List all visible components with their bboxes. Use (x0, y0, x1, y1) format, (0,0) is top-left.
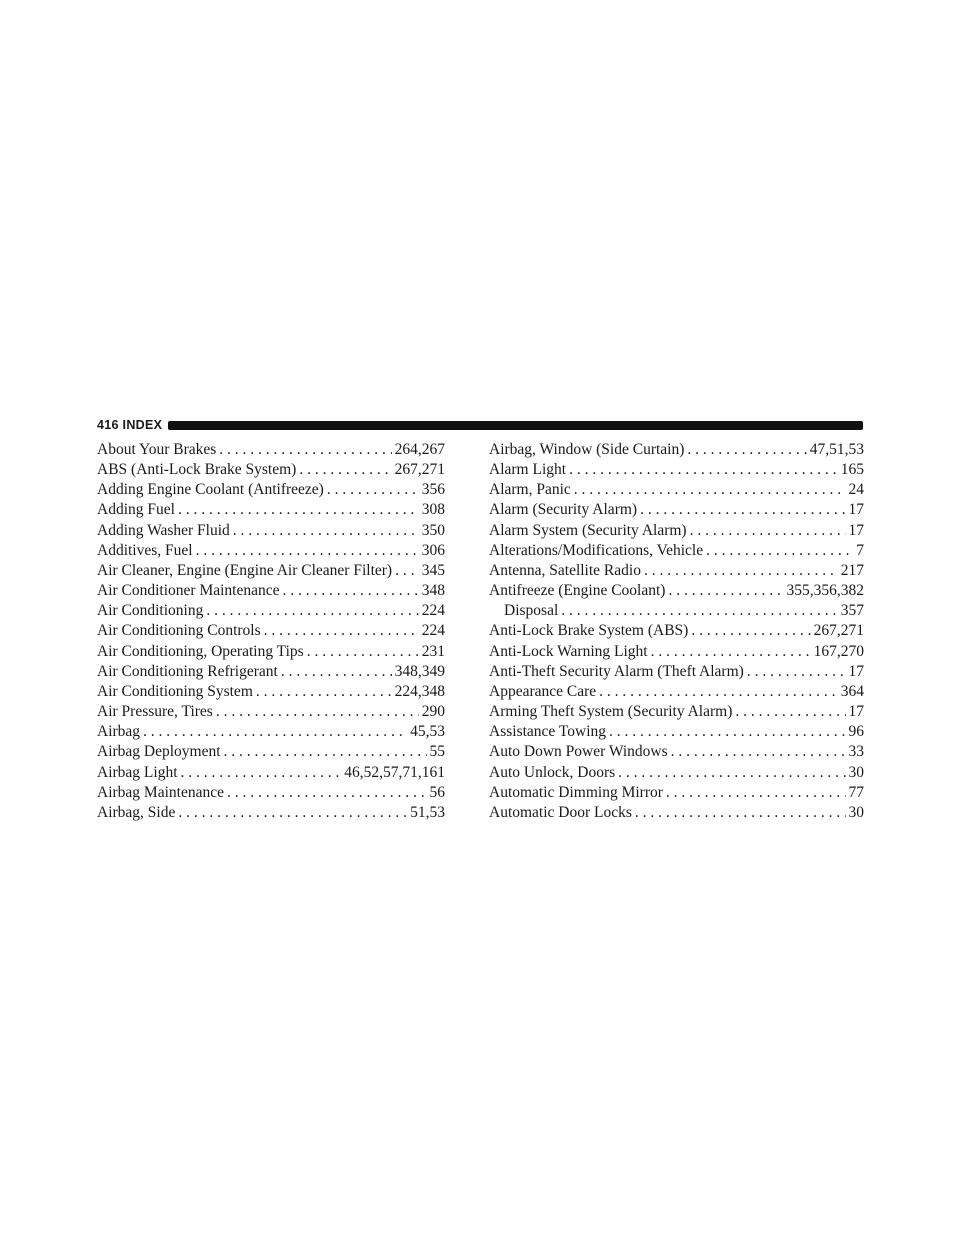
index-page-numbers: 356 (421, 481, 445, 499)
index-page-numbers: 77 (848, 783, 864, 801)
index-entry (97, 702, 445, 722)
dot-leader (668, 581, 783, 601)
page-number: 416 (97, 418, 119, 432)
index-term: Alarm System (Security Alarm) (489, 521, 687, 539)
dot-leader (143, 722, 407, 742)
index-entry (97, 460, 445, 480)
index-entry (97, 722, 445, 742)
index-page-numbers: 33 (848, 743, 864, 761)
index-page-numbers: 45,53 (410, 723, 445, 741)
dot-leader (219, 440, 391, 460)
dot-leader (227, 783, 427, 803)
dot-leader (233, 521, 419, 541)
index-entry (97, 541, 445, 561)
index-term: Adding Fuel (97, 501, 175, 519)
dot-leader (283, 581, 419, 601)
index-term: Air Conditioning Controls (97, 622, 261, 640)
index-entry (97, 742, 445, 762)
index-entry (489, 742, 864, 762)
index-entry (489, 803, 864, 823)
index-term: Air Pressure, Tires (97, 703, 213, 721)
dot-leader (327, 480, 419, 500)
dot-leader (735, 702, 845, 722)
index-page-numbers: 348 (421, 582, 445, 600)
dot-leader (618, 763, 845, 783)
page-header (97, 415, 863, 435)
dot-leader (395, 561, 419, 581)
index-page-numbers: 308 (421, 501, 445, 519)
index-page-numbers: 17 (848, 501, 864, 519)
index-term: Airbag, Window (Side Curtain) (489, 441, 685, 458)
index-entry (97, 803, 445, 823)
index-term: About Your Brakes (97, 441, 217, 458)
index-term: ABS (Anti-Lock Brake System) (97, 461, 297, 479)
index-entry (489, 702, 864, 722)
index-term: Auto Down Power Windows (489, 743, 668, 761)
index-page-numbers: 290 (421, 703, 445, 721)
index-page-numbers: 355,356,382 (786, 582, 864, 600)
index-term: Airbag Maintenance (97, 783, 224, 801)
index-term: Additives, Fuel (97, 541, 193, 559)
index-term: Air Conditioning Refrigerant (97, 662, 278, 680)
index-page-numbers: 264,267 (394, 441, 445, 458)
index-term: Automatic Door Locks (489, 803, 632, 821)
index-term: Anti-Lock Warning Light (489, 642, 648, 660)
index-term: Adding Engine Coolant (Antifreeze) (97, 481, 324, 499)
index-entry (97, 642, 445, 662)
index-term: Automatic Dimming Mirror (489, 783, 663, 801)
index-entry (97, 480, 445, 500)
dot-leader (561, 601, 838, 621)
index-entry (489, 642, 864, 662)
index-entry (489, 662, 864, 682)
dot-leader (644, 561, 838, 581)
dot-leader (747, 662, 846, 682)
dot-leader (599, 682, 838, 702)
index-term: Appearance Care (489, 682, 597, 700)
index-page-numbers: 348,349 (394, 662, 445, 680)
index-page-numbers: 224 (421, 622, 445, 640)
index-entry (489, 541, 864, 561)
dot-leader (178, 803, 407, 823)
dot-leader (666, 783, 846, 803)
index-entry (97, 500, 445, 520)
dot-leader (206, 601, 418, 621)
index-entry (97, 440, 445, 460)
index-term: Disposal (504, 602, 559, 620)
index-term: Antenna, Satellite Radio (489, 561, 641, 579)
index-entry (97, 621, 445, 641)
index-term: Alarm (Security Alarm) (489, 501, 638, 519)
dot-leader (609, 722, 845, 742)
index-entry (489, 521, 864, 541)
dot-leader (635, 803, 846, 823)
header-rule (168, 421, 863, 430)
index-entry (97, 662, 445, 682)
index-page-numbers: 55 (429, 743, 445, 761)
index-column-right (489, 440, 864, 823)
index-page-numbers: 217 (840, 561, 864, 579)
index-page-numbers: 224,348 (394, 682, 445, 700)
page-header-label (97, 418, 168, 432)
index-term: Anti-Lock Brake System (ABS) (489, 622, 689, 640)
index-page-numbers: 56 (429, 783, 445, 801)
index-term: Assistance Towing (489, 723, 607, 741)
index-term: Airbag, Side (97, 803, 176, 821)
index-page-numbers: 224 (421, 602, 445, 620)
dot-leader (178, 500, 419, 520)
index-entry (97, 581, 445, 601)
index-page-numbers: 306 (421, 541, 445, 559)
index-term: Air Conditioner Maintenance (97, 582, 280, 600)
index-entry (489, 763, 864, 783)
index-term: Airbag Deployment (97, 743, 221, 761)
index-entry (489, 783, 864, 803)
index-term: Anti-Theft Security Alarm (Theft Alarm) (489, 662, 744, 680)
dot-leader (307, 642, 419, 662)
dot-leader (671, 742, 846, 762)
index-term: Airbag Light (97, 763, 178, 781)
index-page-numbers: 30 (848, 803, 864, 821)
index-page-numbers: 24 (848, 481, 864, 499)
index-term: Alarm, Panic (489, 481, 571, 499)
dot-leader (574, 480, 846, 500)
dot-leader (690, 521, 846, 541)
index-page-numbers: 167,270 (813, 642, 864, 660)
index-page-numbers: 47,51,53 (809, 441, 864, 458)
index-term: Air Conditioning System (97, 682, 253, 700)
index-term: Airbag (97, 723, 141, 741)
index-page-numbers: 357 (840, 602, 864, 620)
index-page-numbers: 267,271 (394, 461, 445, 479)
index-page-numbers: 350 (421, 521, 445, 539)
index-entry (489, 561, 864, 581)
index-page-numbers: 17 (848, 662, 864, 680)
index-subentry (489, 601, 864, 621)
index-term: Alterations/Modifications, Vehicle (489, 541, 704, 559)
dot-leader (256, 682, 392, 702)
index-term: Air Conditioning (97, 602, 204, 620)
dot-leader (687, 440, 806, 460)
index-entry (97, 763, 445, 783)
index-term: Arming Theft System (Security Alarm) (489, 703, 733, 721)
index-entry (97, 783, 445, 803)
index-page-numbers: 364 (840, 682, 864, 700)
index-entry (489, 581, 864, 601)
index-page-numbers: 345 (421, 561, 445, 579)
index-entry (489, 621, 864, 641)
index-page-numbers: 17 (848, 521, 864, 539)
dot-leader (299, 460, 391, 480)
index-entry (489, 722, 864, 742)
index-entry (97, 521, 445, 541)
dot-leader (181, 763, 342, 783)
index-term: Air Conditioning, Operating Tips (97, 642, 304, 660)
index-page-numbers: 267,271 (813, 622, 864, 640)
dot-leader (224, 742, 427, 762)
dot-leader (706, 541, 853, 561)
dot-leader (651, 642, 811, 662)
index-page-numbers: 7 (856, 541, 864, 559)
dot-leader (264, 621, 419, 641)
index-entry (489, 500, 864, 520)
dot-leader (691, 621, 810, 641)
index-page-numbers: 96 (848, 723, 864, 741)
index-entry (489, 440, 864, 460)
index-entry (489, 460, 864, 480)
index-term: Adding Washer Fluid (97, 521, 230, 539)
index-term: Alarm Light (489, 461, 567, 479)
dot-leader (196, 541, 419, 561)
section-title: INDEX (122, 418, 163, 432)
index-column-left (97, 440, 445, 823)
dot-leader (569, 460, 838, 480)
dot-leader (640, 500, 845, 520)
index-page-numbers: 165 (840, 461, 864, 479)
index-page-numbers: 46,52,57,71,161 (344, 763, 445, 781)
index-entry (489, 480, 864, 500)
index-entry (97, 682, 445, 702)
dot-leader (216, 702, 419, 722)
index-entry (97, 561, 445, 581)
index-page-numbers: 17 (848, 703, 864, 721)
dot-leader (281, 662, 392, 682)
index-entry (97, 601, 445, 621)
index-page-numbers: 231 (421, 642, 445, 660)
index-term: Auto Unlock, Doors (489, 763, 616, 781)
index-entry (489, 682, 864, 702)
index-term: Antifreeze (Engine Coolant) (489, 582, 666, 600)
index-page-numbers: 51,53 (410, 803, 445, 821)
index-page-numbers: 30 (848, 763, 864, 781)
index-term: Air Cleaner, Engine (Engine Air Cleaner Filter) (97, 561, 393, 579)
